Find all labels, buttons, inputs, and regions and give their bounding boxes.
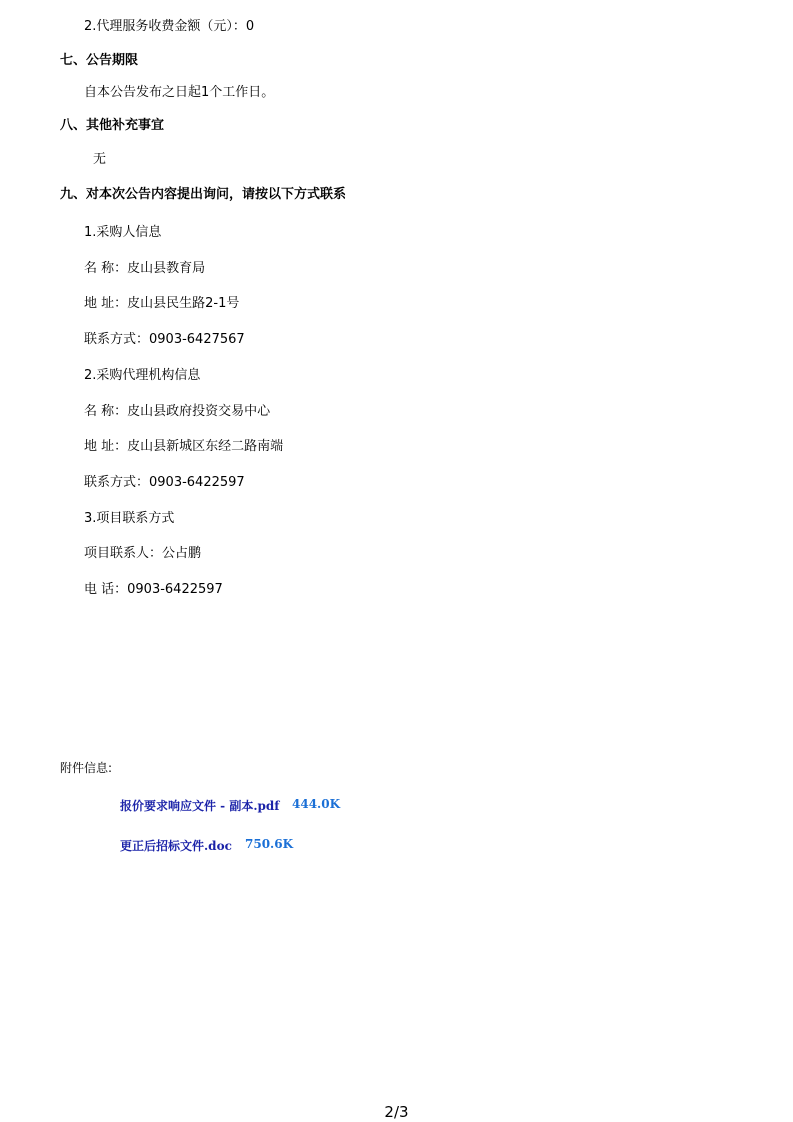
section-7-body: 自本公告发布之日起1个工作日。 — [84, 85, 275, 100]
agency-name: 名 称：皮山县政府投资交易中心 — [84, 404, 271, 419]
purchaser-address: 地 址：皮山县民生路2-1号 — [84, 296, 240, 311]
purchaser-info-title: 1.采购人信息 — [84, 225, 162, 240]
agency-info-title: 2.采购代理机构信息 — [84, 368, 201, 383]
agency-contact: 联系方式：0903-6422597 — [84, 475, 245, 490]
section-8-heading: 八、其他补充事宜 — [60, 118, 165, 133]
attachments-label: 附件信息: — [60, 761, 113, 775]
page-number: 2/3 — [384, 1103, 409, 1121]
purchaser-name: 名 称：皮山县教育局 — [84, 261, 206, 276]
section-9-heading: 九、对本次公告内容提出询问，请按以下方式联系 — [60, 187, 347, 202]
project-contact-phone: 电 话：0903-6422597 — [84, 582, 223, 597]
project-contact-title: 3.项目联系方式 — [84, 511, 175, 526]
purchaser-contact: 联系方式：0903-6427567 — [84, 332, 245, 347]
attachment-size-pdf: 444.0K — [292, 797, 341, 811]
agency-fee-amount: 2.代理服务收费金额（元）：0 — [84, 19, 255, 34]
agency-address: 地 址：皮山县新城区东经二路南端 — [84, 439, 284, 454]
section-7-heading: 七、公告期限 — [60, 53, 139, 68]
attachment-size-doc: 750.6K — [245, 837, 294, 851]
section-8-body: 无 — [93, 152, 107, 167]
project-contact-person: 项目联系人：公占鹏 — [84, 546, 202, 561]
attachment-link-pdf[interactable]: 报价要求响应文件 - 副本.pdf — [120, 799, 280, 813]
attachment-link-doc[interactable]: 更正后招标文件.doc — [120, 839, 232, 853]
